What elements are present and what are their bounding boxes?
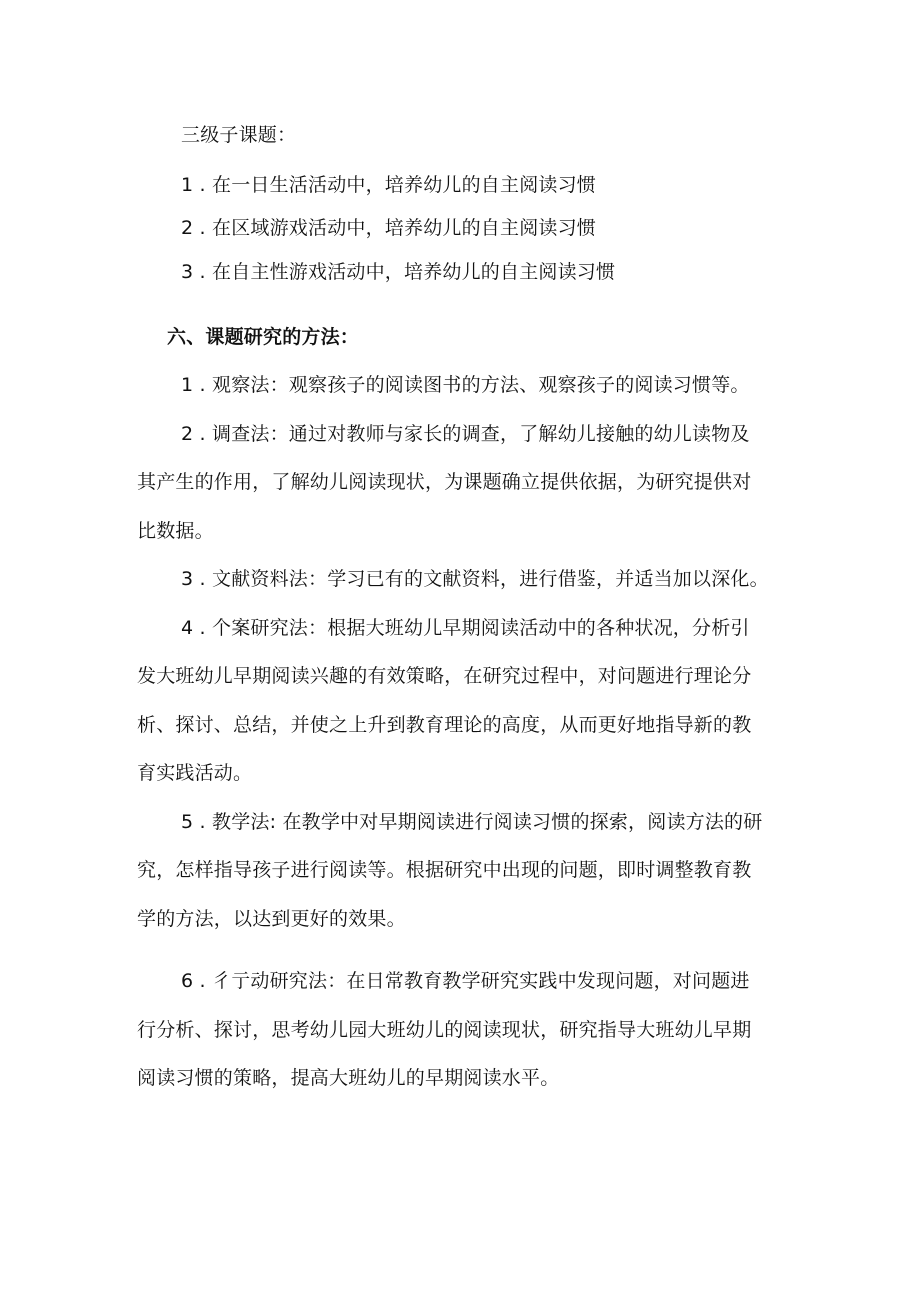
method-4-line-3: 析、探讨、总结，并使之上升到教育理论的高度，从而更好地指导新的教 [137, 714, 752, 736]
method-1-line-1: 1 . 观察法：观察孩子的阅读图书的方法、观察孩子的阅读习惯等。 [181, 374, 750, 396]
subtopic-item-2: 2 . 在区域游戏活动中，培养幼儿的自主阅读习惯 [181, 217, 597, 239]
method-5-line-2: 究，怎样指导孩子进行阅读等。根据研究中出现的问题，即时调整教育教 [137, 859, 752, 881]
method-2-line-1: 2 . 调查法：通过对教师与家长的调查，了解幼儿接触的幼儿读物及 [181, 423, 750, 445]
method-4-line-4: 育实践活动。 [137, 762, 253, 784]
method-3-line-1: 3 . 文献资料法：学习已有的文献资料，进行借鉴，并适当加以深化。 [181, 568, 769, 590]
method-2-line-3: 比数据。 [137, 520, 214, 542]
method-5-line-1: 5 . 教学法: 在教学中对早期阅读进行阅读习惯的探索，阅读方法的研 [181, 811, 763, 833]
method-6-line-3: 阅读习惯的策略，提高大班幼儿的早期阅读水平。 [137, 1067, 560, 1089]
subtopic-item-1: 1 . 在一日生活活动中，培养幼儿的自主阅读习惯 [181, 174, 597, 196]
method-4-line-2: 发大班幼儿早期阅读兴趣的有效策略，在研究过程中，对问题进行理论分 [137, 665, 752, 687]
section-heading: 六、课题研究的方法： [167, 326, 360, 348]
method-6-line-1: 6 . 彳亍动研究法：在日常教育教学研究实践中发现问题，对问题进 [181, 970, 750, 992]
method-4-line-1: 4 . 个案研究法：根据大班幼儿早期阅读活动中的各种状况，分析引 [181, 617, 750, 639]
method-2-line-2: 其产生的作用，了解幼儿阅读现状，为课题确立提供依据，为研究提供对 [137, 471, 752, 493]
subtopic-item-3: 3 . 在自主性游戏活动中，培养幼儿的自主阅读习惯 [181, 261, 616, 283]
subtopic-heading: 三级子课题： [181, 124, 297, 146]
method-5-line-3: 学的方法，以达到更好的效果。 [137, 908, 406, 930]
method-6-line-2: 行分析、探讨，思考幼儿园大班幼儿的阅读现状，研究指导大班幼儿早期 [137, 1019, 752, 1041]
